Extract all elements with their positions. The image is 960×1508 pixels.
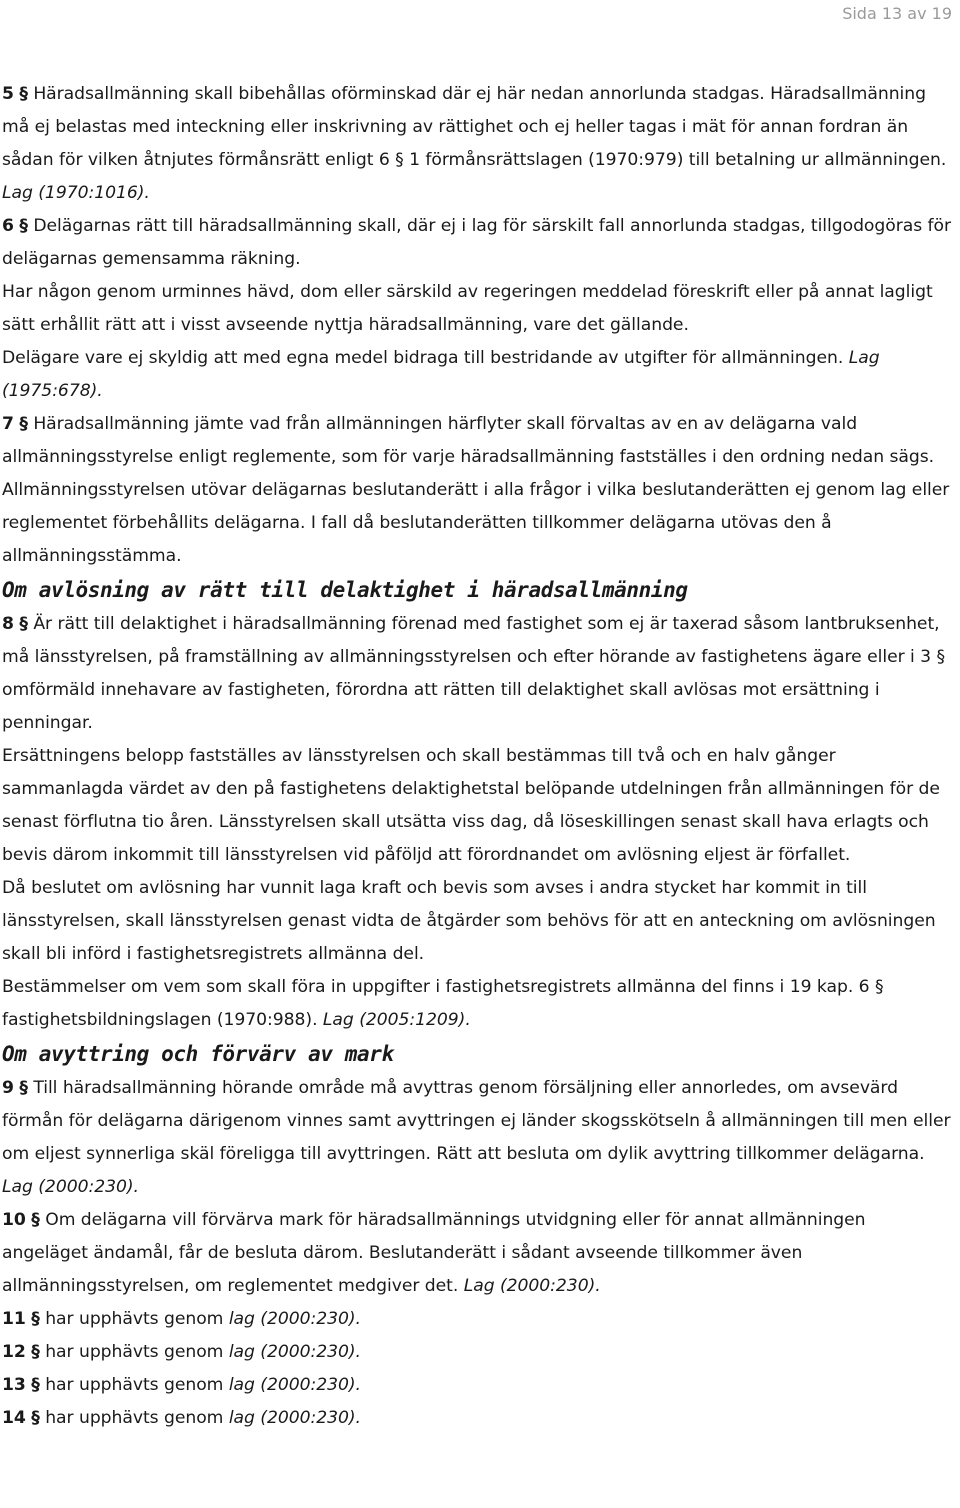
section-sign: § (31, 1375, 40, 1395)
section-6-paragraph-3 (2, 342, 954, 408)
section-8-paragraph-4 (2, 971, 954, 1037)
section-8-paragraph-3: Då beslutet om avlösning har vunnit laga kraft och bevis som avses i andra stycket har kommit in till länsstyrelsen, skall länsstyrelsen genast vidta de åtgärder som behövs för att en anteckning om avlösningen skall bli införd i fastighetsregistrets allmänna del. (2, 878, 936, 964)
section-13 (2, 1369, 954, 1402)
document-body (2, 78, 954, 1435)
section-number: 12 (2, 1342, 26, 1362)
heading-avyttring: Om avyttring och förvärv av mark (2, 1042, 394, 1066)
section-text: Häradsallmänning skall bibehållas oförminskad där ej här nedan annorlunda stadgas. Häradsallmänning må ej belastas med inteckning eller inskrivning av rättighet och ej heller tagas i mät för annan fordran än sådan för vilken åtnjutes förmånsrätt enligt 6 § 1 förmånsrättslagen (1970:979) till betalning ur allmänningen. (2, 84, 947, 170)
section-number: 14 (2, 1408, 26, 1428)
law-reference: Lag (1970:1016). (2, 183, 150, 203)
section-sign: § (19, 1078, 28, 1098)
law-reference: Lag (1975:678). (2, 348, 880, 401)
section-sign: § (31, 1408, 40, 1428)
section-number: 5 (2, 84, 14, 104)
section-12 (2, 1336, 954, 1369)
section-number: 8 (2, 614, 14, 634)
heading-avlosning: Om avlösning av rätt till delaktighet i häradsallmänning (2, 578, 688, 602)
section-5 (2, 78, 954, 210)
section-text: Om delägarna vill förvärva mark för häradsallmännings utvidgning eller för annat allmänningen angeläget ändamål, får de besluta därom. Beslutanderätt i sådant avseende tillkommer även allmänningsstyrelsen, om reglementet medgiver det. (2, 1210, 866, 1296)
section-text: Är rätt till delaktighet i häradsallmänning förenad med fastighet som ej är taxerad såsom lantbruksenhet, må länsstyrelsen, på framställning av allmänningsstyrelsen och efter hörande av fastighetens ägare eller i 3 § omförmäld innehavare av fastigheten, förordna att rätten till delaktighet skall avlösas mot ersättning i penningar. (2, 614, 946, 733)
section-number: 13 (2, 1375, 26, 1395)
section-6 (2, 210, 954, 276)
section-text: Till häradsallmänning hörande område må avyttras genom försäljning eller annorledes, om avsevärd förmån för delägarna därigenom vinnes samt avyttringen ej länder skogsskötseln å allmänningen till men eller om eljest synnerliga skäl föreligga till avyttringen. Rätt att besluta om dylik avyttring tillkommer delägarna. (2, 1078, 951, 1164)
section-sign: § (31, 1342, 40, 1362)
section-sign: § (31, 1210, 40, 1230)
page-number: Sida 13 av 19 (842, 4, 952, 23)
section-9 (2, 1072, 954, 1204)
section-number: 6 (2, 216, 14, 236)
section-7 (2, 408, 954, 474)
section-number: 11 (2, 1309, 26, 1329)
law-reference: Lag (2000:230). (2, 1177, 139, 1197)
section-sign: § (19, 414, 28, 434)
section-number: 9 (2, 1078, 14, 1098)
section-10 (2, 1204, 954, 1303)
section-text: har upphävts genom (45, 1309, 224, 1329)
section-text: Delägare vare ej skyldig att med egna medel bidraga till bestridande av utgifter för allmänningen. (2, 348, 844, 368)
section-8 (2, 608, 954, 740)
section-text: Delägarnas rätt till häradsallmänning skall, där ej i lag för särskilt fall annorlunda stadgas, tillgodogöras för delägarnas gemensamma räkning. (2, 216, 952, 269)
law-reference: lag (2000:230). (228, 1375, 361, 1395)
law-reference: Lag (2005:1209). (322, 1010, 471, 1030)
section-8-paragraph-2: Ersättningens belopp fastställes av länsstyrelsen och skall bestämmas till två och en halv gånger sammanlagda värdet av den på fastighetens delaktighetstal belöpande utdelningen från allmänningen för de senast förflutna tio åren. Länsstyrelsen skall utsätta viss dag, då löseskillingen senast skall hava erlagts och bevis därom inkommit till länsstyrelsen vid påföljd att förordnandet om avlösning eljest är förfallet. (2, 746, 940, 865)
section-sign: § (19, 614, 28, 634)
section-11 (2, 1303, 954, 1336)
section-sign: § (31, 1309, 40, 1329)
law-reference: lag (2000:230). (228, 1342, 361, 1362)
section-text: har upphävts genom (45, 1375, 224, 1395)
section-text: har upphävts genom (45, 1408, 224, 1428)
section-text: Bestämmelser om vem som skall föra in uppgifter i fastighetsregistrets allmänna del finns i 19 kap. 6 § fastighetsbildningslagen (1970:988). (2, 977, 884, 1030)
law-reference: Lag (2000:230). (463, 1276, 601, 1296)
section-14 (2, 1402, 954, 1435)
section-7-paragraph-2: Allmänningsstyrelsen utövar delägarnas beslutanderätt i alla frågor i vilka beslutanderätten ej genom lag eller reglementet förbehållits delägarna. I fall då beslutanderätten tillkommer delägarna utövas den å allmänningsstämma. (2, 480, 950, 566)
section-number: 7 (2, 414, 14, 434)
section-sign: § (19, 216, 28, 236)
section-sign: § (19, 84, 28, 104)
law-reference: lag (2000:230). (228, 1408, 361, 1428)
section-6-paragraph-2: Har någon genom urminnes hävd, dom eller särskild av regeringen meddelad föreskrift eller på annat lagligt sätt erhållit rätt att i visst avseende nyttja häradsallmänning, vare det gällande. (2, 282, 933, 335)
law-reference: lag (2000:230). (228, 1309, 361, 1329)
section-text: har upphävts genom (45, 1342, 224, 1362)
section-number: 10 (2, 1210, 26, 1230)
section-text: Häradsallmänning jämte vad från allmänningen härflyter skall förvaltas av en av delägarna vald allmänningsstyrelse enligt reglemente, som för varje häradsallmänning fastställes i den ordning nedan sägs. (2, 414, 935, 467)
